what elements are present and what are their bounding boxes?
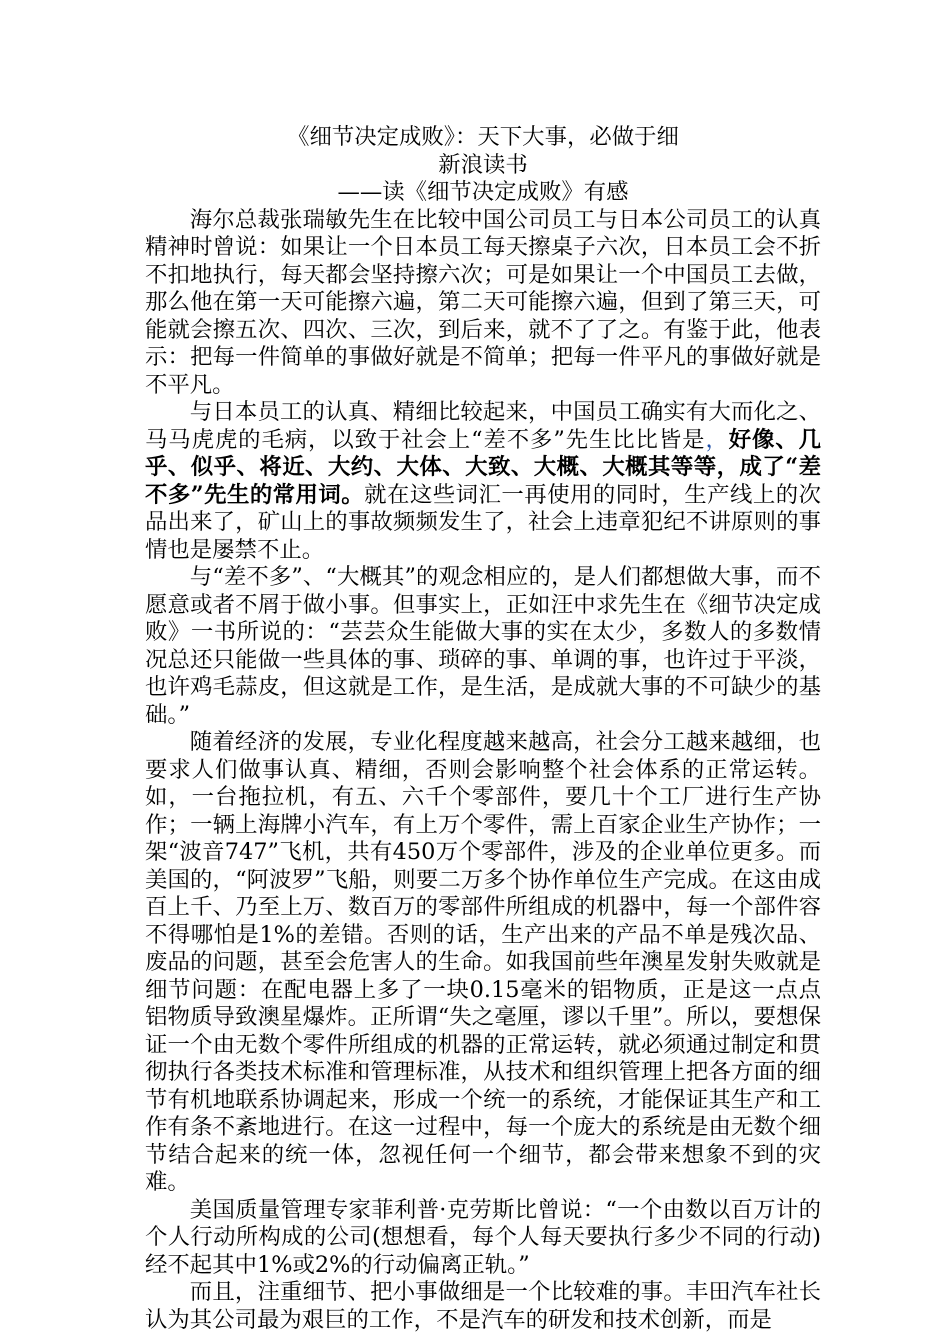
document-subtitle: ——读《细节决定成败》有感 [337, 179, 629, 205]
document-title: 《细节决定成败》：天下大事，必做于细 [287, 124, 679, 150]
paragraph-3: 与“差不多”、“大概其”的观念相应的，是人们都想做大事，而不愿意或者不屑于做小事。但事实上，正如汪中求先生在《细节决定成败》一书所说的：“芸芸众生能做大事的实在太少，多数人的多数情况总还只能做一些具体的事、琐碎的事、单调的事，也许过于平淡，也许鸡毛蒜皮，但这就是工作，是生活，是成就大事的不可缺少的基础。” [145, 564, 821, 728]
paragraph-2-text-before: 与日本员工的认真、精细比较起来，中国员工确实有大而化之、马马虎虎的毛病，以致于社会上“差不多”先生比比皆是 [145, 399, 821, 453]
paragraph-1: 海尔总裁张瑞敏先生在比较中国公司员工与日本公司员工的认真精神时曾说：如果让一个日本员工每天擦桌子六次，日本员工会不折不扣地执行，每天都会坚持擦六次；可是如果让一个中国员工去做，那么他在第一天可能擦六遍，第二天可能擦六遍，但到了第三天，可能就会擦五次、四次、三次，到后来，就不了了之。有鉴于此，他表示：把每一件简单的事做好就是不简单；把每一件平凡的事做好就是不平凡。 [145, 206, 821, 398]
paragraph-5: 美国质量管理专家菲利普·克劳斯比曾说：“一个由数以百万计的个人行动所构成的公司(想想看，每个人每天要执行多少不同的行动)经不起其中1%或2%的行动偏离正轨。” [145, 1196, 821, 1278]
paragraph-4: 随着经济的发展，专业化程度越来越高，社会分工越来越细，也要求人们做事认真、精细，否则会影响整个社会体系的正常运转。如，一台拖拉机，有五、六千个零部件，要几十个工厂进行生产协作；一辆上海牌小汽车，有上万个零件，需上百家企业生产协作；一架“波音747”飞机，共有450万个零部件，涉及的企业单位更多。而美国的，“阿波罗”飞船，则要二万多个协作单位生产完成。在这由成百上千、乃至上万、数百万的零部件所组成的机器中，每一个部件容不得哪怕是1%的差错。否则的话，生产出来的产品不单是残次品、废品的问题，甚至会危害人的生命。如我国前些年澳星发射失败就是细节问题：在配电器上多了一块0.15毫米的铝物质，正是这一点点铝物质导致澳星爆炸。正所谓“失之毫厘，谬以千里”。所以，要想保证一个由无数个零件所组成的机器的正常运转，就必须通过制定和贯彻执行各类技术标准和管理标准，从技术和组织管理上把各方面的细节有机地联系协调起来，形成一个统一的系统，才能保证其生产和工作有条不紊地进行。在这一过程中，每一个庞大的系统是由无数个细节结合起来的统一体，忽视任何一个细节，都会带来想象不到的灾难。 [145, 729, 821, 1195]
paragraph-2-bold-text: 好像、几乎、似乎、将近、大约、大体、大致、大概、大概其等等，成了“差不多”先生的常用词。 [145, 426, 822, 508]
paragraph-2 [145, 399, 821, 564]
document-body [145, 124, 821, 1334]
paragraph-6: 而且，注重细节、把小事做细是一个比较难的事。丰田汽车社长认为其公司最为艰巨的工作，不是汽车的研发和技术创新，而是 [145, 1279, 821, 1333]
document-source: 新浪读书 [438, 151, 528, 178]
paragraph-2-text-after: 就在这些词汇一再使用的同时，生产线上的次品出来了，矿山上的事故频频发生了，社会上违章犯纪不讲原则的事情也是屡禁不止。 [145, 481, 821, 563]
paragraph-2-comma: ， [705, 426, 729, 453]
